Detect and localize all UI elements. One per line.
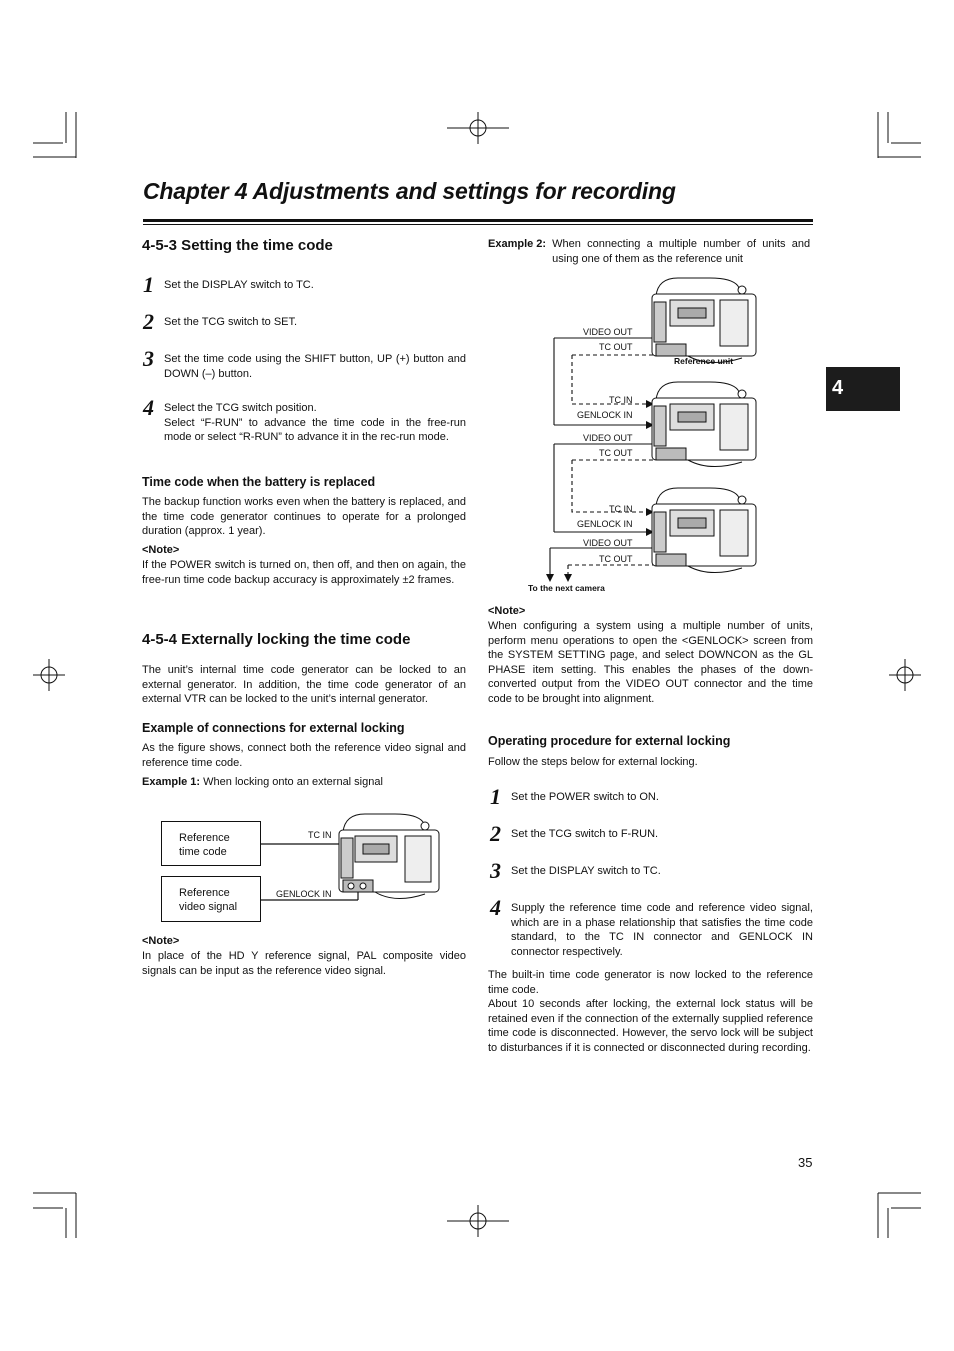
step-number: 3 bbox=[143, 346, 154, 371]
step-number: 2 bbox=[490, 821, 501, 846]
step-number: 4 bbox=[490, 895, 501, 920]
tc-in-label: TC IN bbox=[308, 830, 332, 840]
example1-caption bbox=[142, 775, 466, 790]
step-number: 1 bbox=[143, 272, 154, 297]
chapter-tab bbox=[826, 367, 900, 411]
step-text: Set the POWER switch to ON. bbox=[511, 791, 659, 803]
example1-label: Example 1: bbox=[142, 776, 201, 788]
video-out-label: VIDEO OUT bbox=[583, 538, 633, 548]
reference-time-code-box: Reference time code bbox=[161, 821, 261, 866]
battery-heading: Time code when the battery is replaced bbox=[142, 475, 376, 489]
chapter-title: Chapter 4 Adjustments and settings for recording bbox=[143, 178, 676, 204]
example-text: As the figure shows, connect both the reference video signal and reference time code. bbox=[142, 742, 466, 769]
genlock-in-label: GENLOCK IN bbox=[577, 410, 633, 420]
step-text: Select the TCG switch position. Select “F-RUN” to advance the time code in the free-run mode or select “R-RUN” to advance it in the rec-run mode. bbox=[164, 402, 466, 443]
step-text: Set the time code using the SHIFT button, UP (+) button and DOWN (–) button. bbox=[164, 353, 466, 380]
camera-icon bbox=[652, 278, 756, 363]
step-number: 3 bbox=[490, 858, 501, 883]
example-heading: Example of connections for external locking bbox=[142, 721, 405, 735]
example1-text: When locking onto an external signal bbox=[200, 776, 383, 788]
to-next-camera-label: To the next camera bbox=[528, 583, 605, 593]
note-text: When configuring a system using a multiple number of units, perform menu operations to open the <GENLOCK> screen from the SYSTEM SETTING page, and select DOWNCON as the GL PHASE item setting. This enables the phases of the down-converted output from the VIDEO OUT connector and the time code to be brought into alignment. bbox=[488, 620, 813, 705]
operating-result-text: The built-in time code generator is now locked to the reference time code. About 10 seconds after locking, the external lock status will be retained even if the connection of the externally supplied reference time code is disconnected. However, the servo lock will be subject to disturbances if it is connected or disconnected during recording. bbox=[488, 969, 813, 1054]
tc-out-label: TC OUT bbox=[599, 554, 633, 564]
chapter-tab-number: 4 bbox=[832, 377, 844, 399]
step-text: Set the TCG switch to F-RUN. bbox=[511, 828, 659, 840]
example2-label: Example 2: bbox=[488, 238, 547, 250]
genlock-in-label: GENLOCK IN bbox=[276, 889, 332, 899]
step-text: Set the DISPLAY switch to TC. bbox=[164, 279, 314, 291]
operating-heading: Operating procedure for external locking bbox=[488, 734, 731, 748]
section-454-intro: The unit’s internal time code generator can be locked to an external generator. In addition, the time code generator of an external VTR can be locked to the unit’s internal generator. bbox=[142, 664, 466, 705]
note-label: <Note> bbox=[142, 544, 180, 556]
tc-out-label: TC OUT bbox=[599, 342, 633, 352]
page-number: 35 bbox=[798, 1155, 813, 1170]
title-rule-thin bbox=[143, 224, 813, 225]
tc-in-label: TC IN bbox=[609, 395, 633, 405]
step-text: Supply the reference time code and reference video signal, which are in a phase relationship that satisfies the time code standard, to the TC IN connector and GENLOCK IN connector respectively. bbox=[511, 902, 813, 958]
step-number: 1 bbox=[490, 784, 501, 809]
note-label: <Note> bbox=[142, 935, 180, 947]
step-text: Set the TCG switch to SET. bbox=[164, 316, 298, 328]
section-453-heading: 4-5-3 Setting the time code bbox=[142, 237, 333, 254]
section-454-heading: 4-5-4 Externally locking the time code bbox=[142, 631, 411, 648]
example2-caption bbox=[488, 237, 813, 266]
note-label: <Note> bbox=[488, 605, 526, 617]
video-out-label: VIDEO OUT bbox=[583, 327, 633, 337]
camera-icon bbox=[339, 814, 439, 899]
tc-in-label: TC IN bbox=[609, 504, 633, 514]
operating-intro: Follow the steps below for external locking. bbox=[488, 756, 698, 768]
camera-icon bbox=[652, 382, 756, 467]
video-out-label: VIDEO OUT bbox=[583, 433, 633, 443]
note-text: If the POWER switch is turned on, then off, and then on again, the free-run time code backup accuracy is approximately ±2 frames. bbox=[142, 559, 466, 586]
genlock-in-label: GENLOCK IN bbox=[577, 519, 633, 529]
battery-text: The backup function works even when the battery is replaced, and the time code generator continues to operate for a prolonged duration (approx. 1 year). bbox=[142, 496, 466, 537]
tc-out-label: TC OUT bbox=[599, 448, 633, 458]
figure1-diagram bbox=[255, 800, 455, 920]
step-text: Set the DISPLAY switch to TC. bbox=[511, 865, 661, 877]
step-number: 2 bbox=[143, 309, 154, 334]
figure2-diagram bbox=[520, 270, 780, 600]
example2-text: When connecting a multiple number of units and using one of them as the reference unit bbox=[552, 238, 811, 265]
camera-icon bbox=[652, 488, 756, 573]
title-rule bbox=[143, 219, 813, 222]
reference-unit-label: Reference unit bbox=[674, 356, 734, 366]
reference-video-signal-box: Reference video signal bbox=[161, 876, 261, 922]
step-number: 4 bbox=[143, 395, 154, 420]
note-text: In place of the HD Y reference signal, PAL composite video signals can be input as the reference video signal. bbox=[142, 950, 466, 977]
